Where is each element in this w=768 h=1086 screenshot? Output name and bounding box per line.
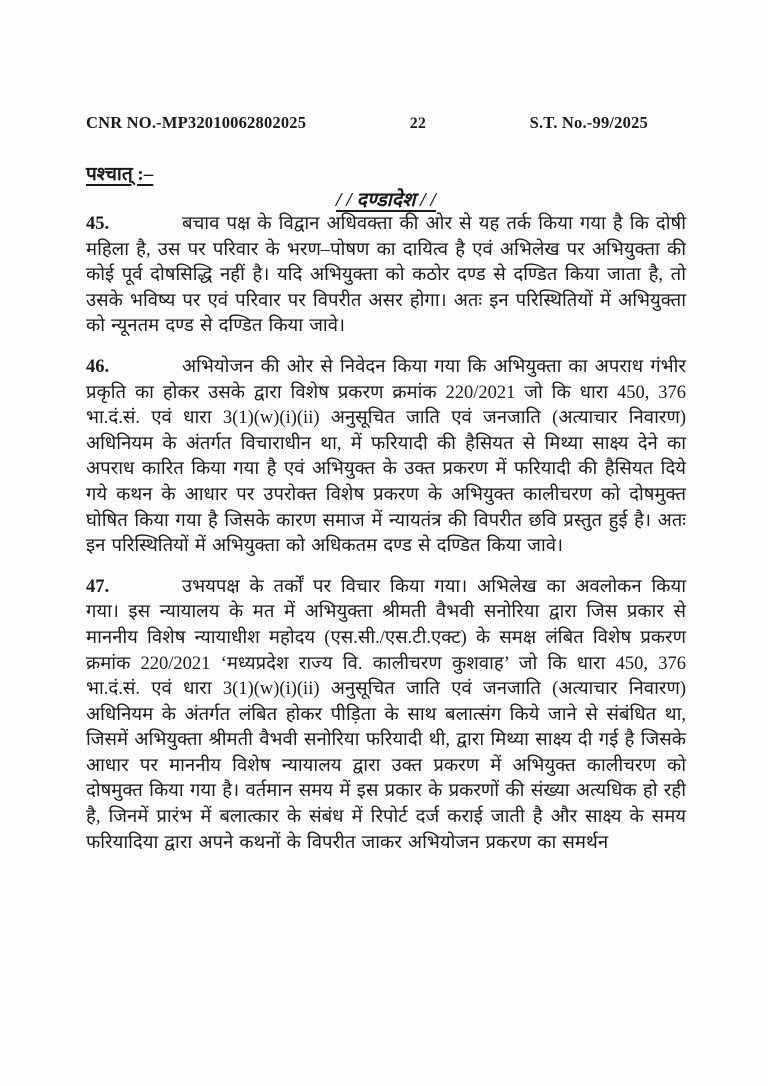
page-number: 22 xyxy=(409,115,427,132)
paschaat-heading: पश्चात् :– xyxy=(86,164,154,185)
paragraph-47 xyxy=(86,575,686,857)
paragraph-46-number: 46. xyxy=(86,356,110,377)
dandadesh-section-title: / / दण्डादेश / / xyxy=(336,190,436,211)
paragraph-46 xyxy=(86,355,686,560)
paragraph-46-text: अभियोजन की ओर से निवेदन किया गया कि अभियुक्ता का अपराध गंभीर प्रकृति का होकर उसके द्वारा विशेष प्रकरण क्रमांक 220/2021 जो कि धारा 450, 376 भा.दं.सं. एवं धारा 3(1)(w)(i)(ii) अनुसूचित जाति एवं जनजाति (अत्याचार निवारण) अधिनियम के अंतर्गत विचाराधीन था, में फरियादी की हैसियत से मिथ्या साक्ष्य देने का अपराध कारित किया गया है एवं अभियुक्त के उक्त प्रकरण में फरियादी की हैसियत दिये गये कथन के आधार पर उपरोक्त विशेष प्रकरण के अभियुक्त कालीचरण को दोषमुक्त घोषित किया गया है जिसके कारण समाज में न्यायतंत्र की विपरीत छवि प्रस्तुत हुई है। अतः इन परिस्थितियों में अभियुक्ता को अधिकतम दण्ड से दण्डित किया जावे। xyxy=(86,356,686,557)
sessions-trial-number: S.T. No.-99/2025 xyxy=(529,113,648,132)
cnr-number: CNR NO.-MP32010062802025 xyxy=(86,113,307,132)
document-body xyxy=(86,212,686,871)
paragraph-45-text: बचाव पक्ष के विद्वान अधिवक्ता की ओर से यह तर्क किया गया है कि दोषी महिला है, उस पर परिवार के भरण–पोषण का दायित्व है एवं अभिलेख पर अभियुक्ता की कोई पूर्व दोषसिद्धि नहीं है। यदि अभियुक्ता को कठोर दण्ड से दण्डित किया जाता है, तो उसके भविष्य पर एवं परिवार पर विपरीत असर होगा। अतः इन परिस्थितियों में अभियुक्ता को न्यूनतम दण्ड से दण्डित किया जावे। xyxy=(86,214,686,337)
document-header xyxy=(86,113,648,133)
paragraph-45-number: 45. xyxy=(86,214,110,234)
paragraph-45 xyxy=(86,212,686,340)
paragraph-47-number: 47. xyxy=(86,576,110,597)
paragraph-47-text: उभयपक्ष के तर्कों पर विचार किया गया। अभिलेख का अवलोकन किया गया। इस न्यायालय के मत में अभियुक्ता श्रीमती वैभवी सनोरिया द्वारा जिस प्रकार से माननीय विशेष न्यायाधीश महोदय (एस.सी./एस.टी.एक्ट) के समक्ष लंबित विशेष प्रकरण क्रमांक 220/2021 ‘मध्यप्रदेश राज्य वि. कालीचरण कुशवाह’ जो कि धारा 450, 376 भा.दं.सं. एवं धारा 3(1)(w)(i)(ii) अनुसूचित जाति एवं जनजाति (अत्याचार निवारण) अधिनियम के अंतर्गत लंबित होकर पीड़िता के साथ बलात्संग किये जाने से संबंधित था, जिसमें अभियुक्ता श्रीमती वैभवी सनोरिया फरियादी थी, द्वारा मिथ्या साक्ष्य दी गई है जिसके आधार पर माननीय विशेष न्यायालय द्वारा उक्त प्रकरण में अभियुक्त कालीचरण को दोषमुक्त किया गया है। वर्तमान समय में इस प्रकार के प्रकरणों की संख्या अत्यधिक हो रही है, जिनमें प्रारंभ में बलात्कार के संबंध में रिपोर्ट दर्ज कराई जाती है और साक्ष्य के समय फरियादिया द्वारा अपने कथनों के विपरीत जाकर अभियोजन प्रकरण का समर्थन xyxy=(86,576,686,853)
